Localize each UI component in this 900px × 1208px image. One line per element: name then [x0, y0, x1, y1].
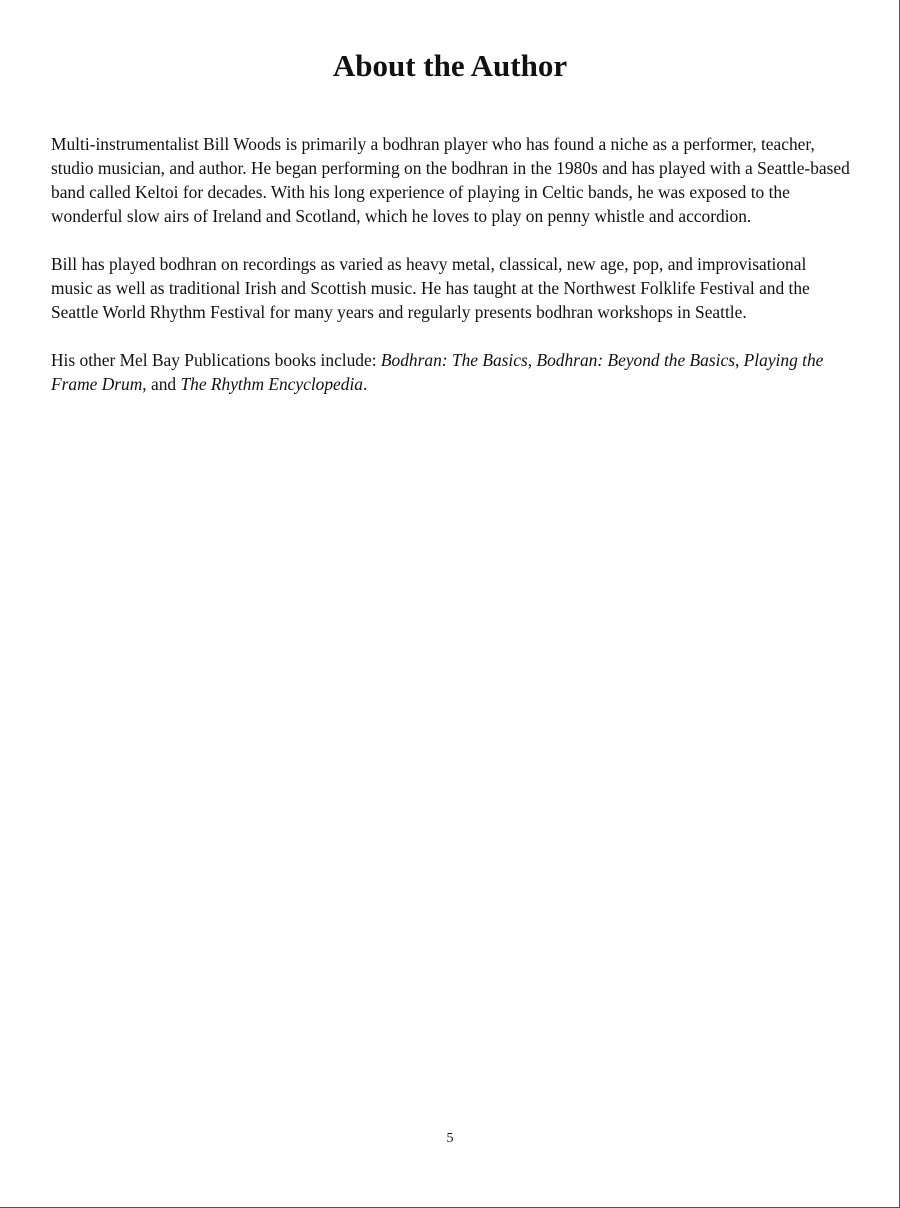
- book-title-4: The Rhythm Encyclopedia: [180, 374, 363, 394]
- bio-paragraph-2: Bill has played bodhran on recordings as varied as heavy metal, classical, new age, pop, and improvisational music as well as traditional Irish and Scottish music. He has taught at the Northwest Folklife Festival and the Seattle World Rhythm Festival for many years and regularly presents bodhran workshops in Seattle.: [51, 254, 810, 322]
- separator: ,: [734, 350, 744, 370]
- author-bio: [51, 132, 851, 420]
- bio-paragraph-3: [51, 348, 851, 396]
- books-intro: His other Mel Bay Publications books include:: [51, 350, 381, 370]
- page-title: About the Author: [332, 48, 568, 83]
- separator: ,: [527, 350, 537, 370]
- page-number: 5: [446, 1131, 454, 1146]
- book-title-3: Playing the Frame Drum: [51, 350, 824, 394]
- book-title-2: Bodhran: Beyond the Basics: [536, 350, 735, 370]
- book-title-1: Bodhran: The Basics: [380, 350, 528, 370]
- bio-paragraph-1: Multi-instrumentalist Bill Woods is primarily a bodhran player who has found a niche as a performer, teacher, studio musician, and author. He began performing on the bodhran in the 1980s and has played with a Seattle-based band called Keltoi for decades. With his long experience of playing in Celtic bands, he was exposed to the wonderful slow airs of Ireland and Scotland, which he loves to play on penny whistle and accordion.: [51, 134, 850, 226]
- sentence-end: .: [363, 374, 368, 394]
- separator: , and: [142, 374, 181, 394]
